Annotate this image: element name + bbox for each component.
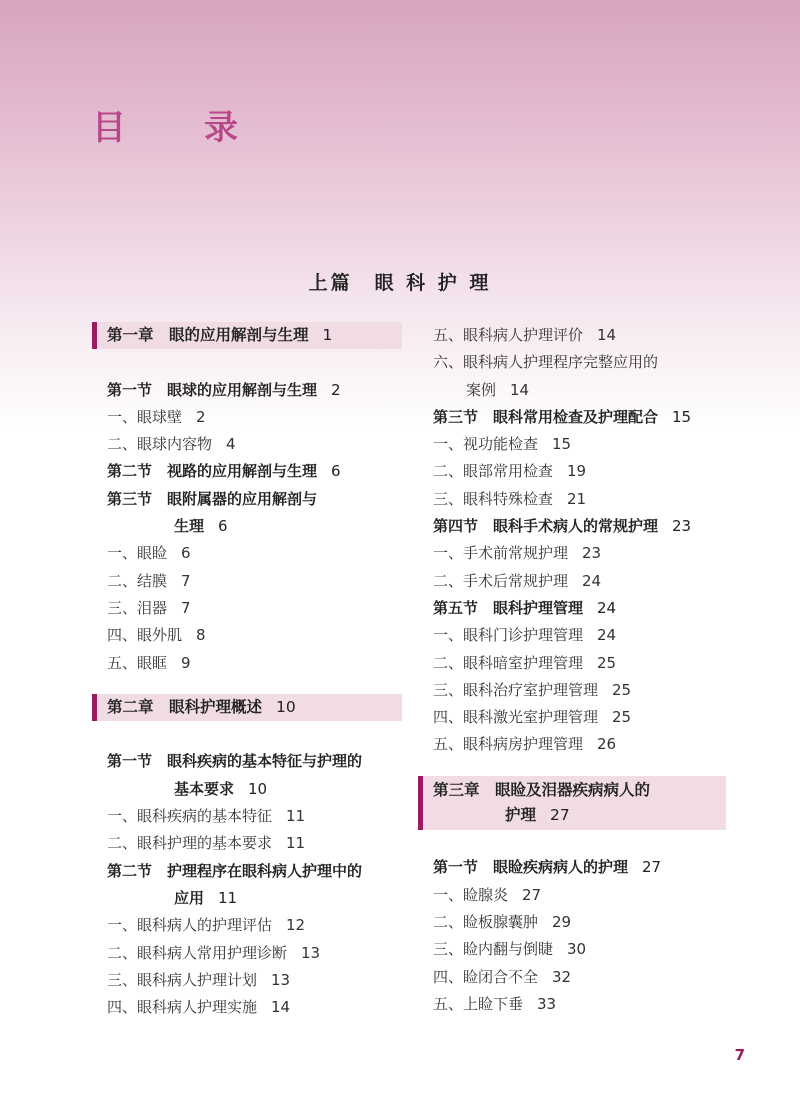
toc-item[interactable] — [418, 622, 726, 649]
entry-page: 23 — [582, 544, 602, 563]
chapter-1-heading[interactable] — [92, 322, 402, 349]
entry-page: 14 — [597, 326, 617, 344]
entry-label: 五、眼科病人护理评价 — [433, 326, 584, 344]
entry-page: 24 — [582, 571, 602, 590]
entry-label: 一、眼球壁 — [107, 407, 183, 426]
toc-item-continued[interactable] — [418, 377, 726, 404]
entry-page: 6 — [331, 462, 341, 481]
entry-label: 应用 — [174, 888, 205, 907]
toc-item[interactable] — [418, 431, 726, 458]
entry-label: 二、眼科病人常用护理诊断 — [107, 943, 288, 962]
entry-label: 五、上睑下垂 — [433, 994, 524, 1013]
toc-item[interactable] — [92, 404, 402, 431]
entry-label: 一、眼科疾病的基本特征 — [107, 807, 273, 826]
toc-section[interactable] — [92, 458, 402, 485]
entry-label: 三、眼科特殊检查 — [433, 489, 554, 508]
toc-item[interactable] — [92, 912, 402, 939]
entry-page: 29 — [552, 912, 572, 931]
entry-label: 生理 — [174, 517, 205, 536]
entry-label: 一、手术前常规护理 — [433, 544, 569, 563]
toc-item[interactable] — [418, 650, 726, 677]
entry-label: 第二节 护理程序在眼科病人护理中的 — [107, 861, 363, 880]
toc-item[interactable] — [418, 991, 726, 1018]
entry-label: 三、眼科病人护理计划 — [107, 970, 258, 989]
toc-section[interactable] — [418, 854, 726, 881]
entry-page: 11 — [218, 888, 238, 907]
chapter-label-continued: 护理 — [505, 806, 537, 825]
toc-item[interactable] — [92, 622, 402, 649]
toc-item[interactable] — [92, 568, 402, 595]
entry-page: 6 — [181, 544, 191, 563]
entry-label: 四、眼科激光室护理管理 — [433, 708, 599, 727]
page-number: 7 — [734, 1046, 745, 1064]
toc-item[interactable] — [418, 882, 726, 909]
entry-page: 24 — [597, 626, 617, 645]
page-title: 目 录 — [92, 108, 260, 148]
entry-page: 30 — [567, 940, 587, 959]
entry-label: 四、眼科病人护理实施 — [107, 998, 258, 1017]
entry-label: 三、泪器 — [107, 598, 168, 617]
entry-page: 27 — [522, 885, 542, 904]
entry-label: 四、眼外肌 — [107, 626, 183, 645]
chapter-label: 第三章 眼睑及泪器疾病病人的 — [433, 780, 651, 799]
toc-item[interactable] — [92, 830, 402, 857]
toc-item[interactable] — [418, 677, 726, 704]
entry-page: 25 — [612, 708, 632, 727]
entry-page: 8 — [196, 626, 206, 645]
entry-label: 一、视功能检查 — [433, 435, 539, 454]
entry-label: 二、手术后常规护理 — [433, 571, 569, 590]
toc-item[interactable] — [418, 704, 726, 731]
toc-right-column — [418, 322, 726, 1018]
entry-label: 一、睑腺炎 — [433, 885, 509, 904]
toc-item[interactable] — [418, 322, 726, 349]
entry-page: 2 — [331, 380, 341, 399]
entry-label: 第五节 眼科护理管理 — [433, 598, 584, 617]
entry-page: 25 — [612, 680, 632, 699]
toc-section[interactable] — [418, 404, 726, 431]
entry-page: 24 — [597, 598, 617, 617]
toc-item[interactable] — [418, 964, 726, 991]
entry-page: 13 — [301, 943, 321, 962]
chapter-2-heading[interactable] — [92, 694, 402, 721]
entry-page: 7 — [181, 598, 191, 617]
entry-page: 26 — [597, 735, 617, 754]
entry-label: 二、眼球内容物 — [107, 435, 213, 454]
toc-item[interactable] — [92, 595, 402, 622]
entry-page: 2 — [196, 407, 206, 426]
toc-item[interactable] — [92, 994, 402, 1021]
toc-section-continued[interactable] — [92, 776, 402, 803]
toc-item[interactable] — [418, 731, 726, 758]
entry-label: 第一节 眼睑疾病病人的护理 — [433, 858, 629, 877]
toc-section[interactable] — [92, 748, 402, 775]
entry-page: 23 — [672, 517, 692, 536]
entry-label: 第四节 眼科手术病人的常规护理 — [433, 517, 659, 536]
entry-label: 第一节 眼科疾病的基本特征与护理的 — [107, 752, 363, 771]
entry-label: 二、睑板腺囊肿 — [433, 912, 539, 931]
entry-label: 三、眼科治疗室护理管理 — [433, 680, 599, 699]
entry-page: 33 — [537, 994, 557, 1013]
chapter-page: 1 — [322, 326, 333, 344]
entry-label: 二、眼科暗室护理管理 — [433, 653, 584, 672]
toc-section[interactable] — [418, 513, 726, 540]
entry-label: 第二节 视路的应用解剖与生理 — [107, 462, 318, 481]
entry-page: 14 — [271, 998, 291, 1017]
entry-page: 25 — [597, 653, 617, 672]
toc-item[interactable] — [418, 936, 726, 963]
chapter-page: 27 — [550, 806, 570, 825]
toc-item[interactable] — [418, 540, 726, 567]
entry-page: 11 — [286, 834, 306, 853]
entry-label: 基本要求 — [174, 779, 235, 798]
part-title: 上篇 眼 科 护 理 — [308, 272, 492, 294]
toc-left-column — [92, 322, 402, 1021]
entry-label: 一、眼睑 — [107, 544, 168, 563]
toc-item[interactable] — [418, 486, 726, 513]
toc-item[interactable] — [92, 940, 402, 967]
entry-page: 7 — [181, 571, 191, 590]
entry-label: 二、眼部常用检查 — [433, 462, 554, 481]
entry-page: 27 — [642, 858, 662, 877]
toc-item[interactable] — [92, 431, 402, 458]
toc-item[interactable] — [418, 909, 726, 936]
toc-section-continued[interactable] — [92, 513, 402, 540]
entry-page: 4 — [226, 435, 236, 454]
chapter-label: 第二章 眼科护理概述 — [107, 697, 263, 716]
entry-page: 6 — [218, 517, 228, 536]
chapter-page: 10 — [276, 697, 296, 716]
entry-page: 13 — [271, 970, 291, 989]
entry-page: 15 — [552, 435, 572, 454]
toc-item[interactable] — [92, 650, 402, 677]
entry-label: 案例 — [466, 380, 497, 399]
toc-section-continued[interactable] — [92, 885, 402, 912]
entry-page: 9 — [181, 653, 191, 672]
entry-label: 四、睑闭合不全 — [433, 967, 539, 986]
entry-label: 六、眼科病人护理程序完整应用的 — [433, 353, 659, 372]
entry-label: 二、眼科护理的基本要求 — [107, 834, 273, 853]
entry-label: 一、眼科病人的护理评估 — [107, 916, 273, 935]
entry-page: 19 — [567, 462, 587, 481]
entry-page: 10 — [248, 779, 268, 798]
entry-page: 14 — [510, 380, 530, 399]
entry-label: 五、眼科病房护理管理 — [433, 735, 584, 754]
entry-label: 第三节 眼科常用检查及护理配合 — [433, 407, 659, 426]
entry-label: 二、结膜 — [107, 571, 168, 590]
toc-item[interactable] — [92, 540, 402, 567]
toc-section[interactable] — [92, 858, 402, 885]
entry-label: 三、睑内翻与倒睫 — [433, 940, 554, 959]
toc-section[interactable] — [92, 377, 402, 404]
entry-page: 12 — [286, 916, 306, 935]
toc-item[interactable] — [418, 349, 726, 376]
entry-page: 15 — [672, 407, 692, 426]
toc-item[interactable] — [418, 458, 726, 485]
chapter-label: 第一章 眼的应用解剖与生理 — [107, 326, 309, 344]
toc-item[interactable] — [92, 967, 402, 994]
entry-page: 11 — [286, 807, 306, 826]
entry-page: 21 — [567, 489, 587, 508]
entry-page: 32 — [552, 967, 572, 986]
entry-label: 一、眼科门诊护理管理 — [433, 626, 584, 645]
toc-section[interactable] — [418, 595, 726, 622]
toc-section[interactable] — [92, 486, 402, 513]
entry-label: 第三节 眼附属器的应用解剖与 — [107, 489, 318, 508]
entry-label: 五、眼眶 — [107, 653, 168, 672]
entry-label: 第一节 眼球的应用解剖与生理 — [107, 380, 318, 399]
chapter-3-heading[interactable] — [418, 776, 726, 831]
toc-item[interactable] — [92, 803, 402, 830]
toc-item[interactable] — [418, 568, 726, 595]
